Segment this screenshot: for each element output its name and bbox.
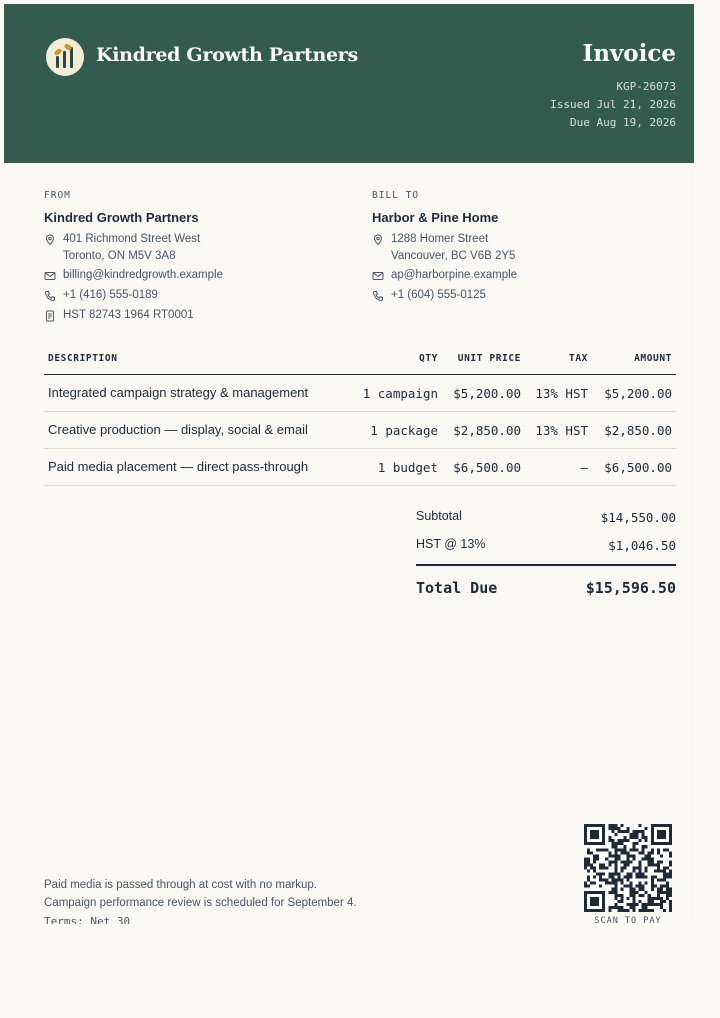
from-address-line1: 401 Richmond Street West — [63, 233, 201, 245]
note-line: Campaign performance review is scheduled for September 4. — [44, 897, 357, 909]
mail-icon — [44, 270, 56, 282]
payment-qr-code[interactable] — [584, 824, 672, 912]
bill-to-address-line1: 1288 Homer Street — [391, 233, 489, 245]
col-header-unit-price: UNIT PRICE — [457, 353, 521, 364]
bill-to-label: BILL TO — [372, 190, 420, 201]
subtotal-value: $14,550.00 — [600, 510, 676, 525]
document-icon — [44, 310, 56, 322]
row-qty: 1 package — [370, 423, 438, 438]
row-unit-price: $2,850.00 — [453, 423, 521, 438]
row-tax: 13% HST — [535, 386, 588, 401]
qr-caption: SCAN TO PAY — [594, 916, 662, 924]
bill-to-name: Harbor & Pine Home — [372, 210, 499, 225]
company-name: Kindred Growth Partners — [96, 44, 358, 66]
tax-value: $1,046.50 — [608, 538, 676, 553]
row-tax: — — [580, 460, 588, 475]
from-tax-id: HST 82743 1964 RT0001 — [63, 309, 194, 321]
total-rule — [416, 564, 676, 566]
company-logo — [46, 38, 84, 76]
from-email: billing@kindredgrowth.example — [63, 269, 223, 281]
invoice-title: Invoice — [582, 40, 676, 67]
total-label: Total Due — [416, 579, 498, 597]
bill-to-address-line2: Vancouver, BC V6B 2Y5 — [391, 250, 516, 262]
note-line: Paid media is passed through at cost with no markup. — [44, 879, 317, 891]
row-description: Integrated campaign strategy & management — [48, 385, 309, 400]
from-name: Kindred Growth Partners — [44, 210, 199, 225]
row-amount: $5,200.00 — [604, 386, 672, 401]
issue-date: Issued Jul 21, 2026 — [550, 98, 676, 111]
tax-label: HST @ 13% — [416, 537, 486, 551]
row-unit-price: $5,200.00 — [453, 386, 521, 401]
due-date: Due Aug 19, 2026 — [570, 116, 676, 129]
bill-to-email: ap@harborpine.example — [391, 269, 518, 281]
subtotal-label: Subtotal — [416, 509, 462, 523]
col-header-qty: QTY — [419, 353, 438, 364]
col-header-tax: TAX — [569, 353, 588, 364]
from-label: FROM — [44, 190, 71, 201]
sprout-logo-icon — [46, 38, 84, 76]
row-amount: $6,500.00 — [604, 460, 672, 475]
col-header-description: DESCRIPTION — [48, 353, 118, 364]
row-amount: $2,850.00 — [604, 423, 672, 438]
location-pin-icon — [372, 234, 384, 246]
from-phone: +1 (416) 555-0189 — [63, 289, 158, 301]
mail-icon — [372, 270, 384, 282]
row-unit-price: $6,500.00 — [453, 460, 521, 475]
from-address-line2: Toronto, ON M5V 3A8 — [63, 250, 176, 262]
row-tax: 13% HST — [535, 423, 588, 438]
phone-icon — [44, 290, 56, 302]
table-header-rule — [44, 374, 676, 375]
phone-icon — [372, 290, 384, 302]
bill-to-phone: +1 (604) 555-0125 — [391, 289, 486, 301]
row-divider — [44, 485, 676, 486]
location-pin-icon — [44, 234, 56, 246]
invoice-number: KGP-26073 — [616, 80, 676, 93]
col-header-amount: AMOUNT — [634, 353, 672, 364]
row-qty: 1 campaign — [362, 386, 438, 401]
payment-terms: Terms: Net 30 — [44, 915, 131, 924]
row-description: Creative production — display, social & email — [48, 422, 308, 437]
row-description: Paid media placement — direct pass-through — [48, 459, 309, 474]
row-divider — [44, 448, 676, 449]
row-divider — [44, 411, 676, 412]
invoice-header — [4, 4, 694, 163]
invoice-page — [4, 4, 694, 924]
row-qty: 1 budget — [377, 460, 438, 475]
total-value: $15,596.50 — [585, 579, 676, 597]
